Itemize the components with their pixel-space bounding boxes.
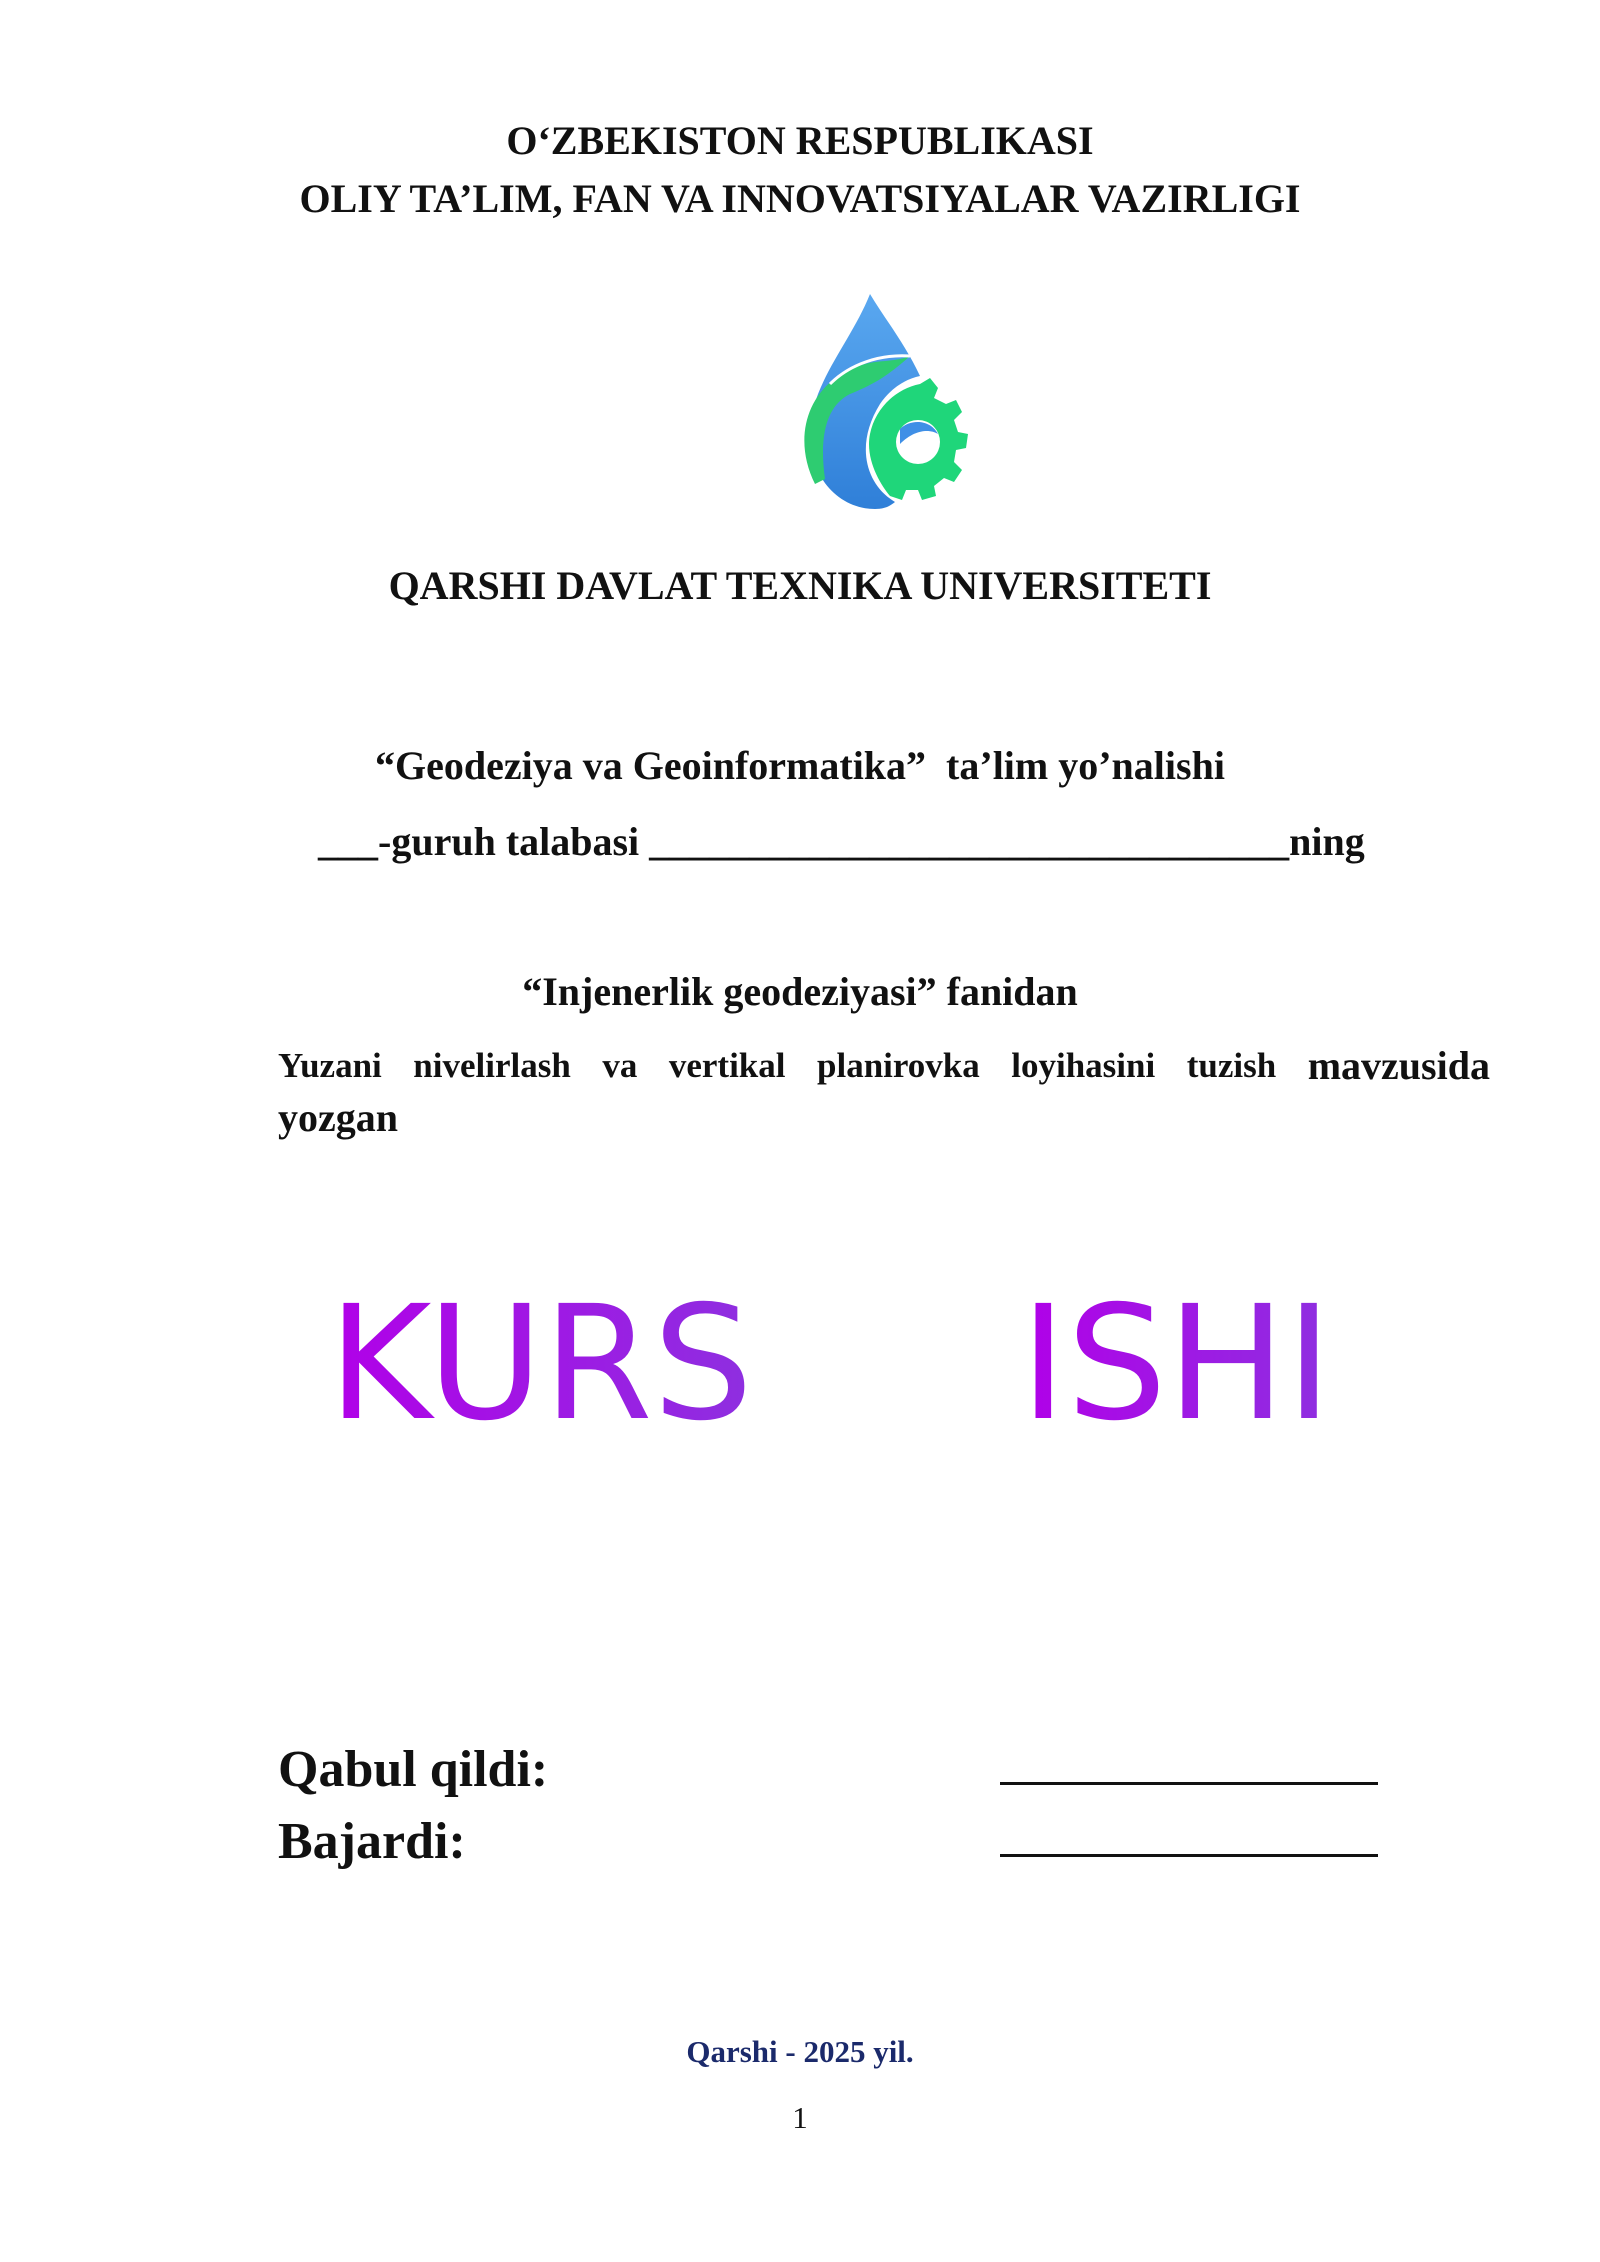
course-work-title: [320, 1270, 1450, 1440]
topic-word: tuzish: [1186, 1046, 1277, 1085]
topic-block: [278, 1040, 1490, 1144]
topic-line-2: yozgan: [278, 1095, 398, 1140]
accepted-by-row: [278, 1740, 1378, 1799]
topic-word: vertikal: [668, 1046, 786, 1085]
done-by-label: Bajardi:: [278, 1813, 466, 1870]
ministry-line-1: O‘ZBEKISTON RESPUBLIKASI: [506, 118, 1094, 163]
water-drop-leaf-gear-logo-icon: [770, 284, 970, 524]
topic-word: va: [602, 1046, 638, 1085]
university-logo: [770, 284, 970, 524]
ministry-line-2: OLIY TA’LIM, FAN VA INNOVATSIYALAR VAZIRLIGI: [299, 176, 1301, 221]
university-name: QARSHI DAVLAT TEXNIKA UNIVERSITETI: [388, 563, 1212, 608]
city-year-footer: Qarshi - 2025 yil.: [686, 2034, 914, 2069]
topic-word: planirovka: [817, 1046, 980, 1085]
topic-line-1: [278, 1040, 1490, 1092]
done-by-signature-line: [1000, 1814, 1378, 1857]
topic-word: Yuzani: [278, 1046, 382, 1085]
student-name-blank: ________________________________: [649, 819, 1290, 864]
accepted-by-label: Qabul qildi:: [278, 1741, 549, 1798]
title-word-ishi: ISHI: [1020, 1272, 1333, 1440]
student-group-line: [318, 818, 1365, 865]
group-suffix: ning: [1289, 819, 1365, 864]
title-word-kurs: KURS: [328, 1272, 754, 1440]
group-prefix: ___-guruh talabasi: [318, 819, 640, 864]
topic-word: loyihasini: [1011, 1046, 1156, 1085]
accepted-by-signature-line: [1000, 1742, 1378, 1785]
page-number: 1: [792, 2100, 808, 2135]
subject-line: “Injenerlik geodeziyasi” fanidan: [522, 969, 1078, 1014]
done-by-row: [278, 1812, 1378, 1871]
course-work-title-art: [320, 1270, 1450, 1440]
ministry-header: [0, 112, 1600, 228]
study-direction: “Geodeziya va Geoinformatika” ta’lim yo’nalishi: [375, 743, 1225, 788]
topic-word-mavzusida: mavzusida: [1307, 1043, 1490, 1088]
topic-word: nivelirlash: [413, 1046, 571, 1085]
